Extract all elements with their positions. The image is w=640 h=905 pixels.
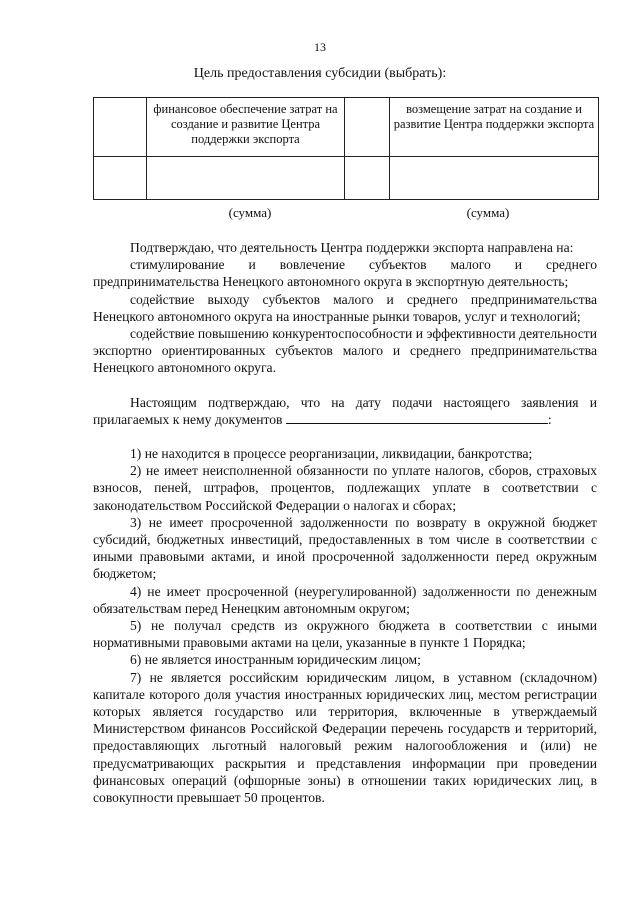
- sum-left-label: (сумма): [228, 205, 272, 220]
- condition-item: 2) не имеет неисполненной обязанности по уплате налогов, сборов, страховых взносов, пеней, штрафов, процентов, подлежащих уплате в соответствии с законодательством Российской Федерации о налогах и сборах;: [93, 463, 597, 513]
- checkbox-cell-right[interactable]: [345, 98, 390, 157]
- sum-left-field[interactable]: [147, 157, 345, 200]
- empty-cell: [94, 157, 147, 200]
- option-left-cell: [147, 98, 345, 157]
- document-body: [93, 239, 597, 806]
- sum-right-label: (сумма): [466, 205, 510, 220]
- confirm-date-paragraph: [93, 394, 597, 428]
- date-blank-field[interactable]: [286, 411, 548, 424]
- checkbox-cell-left[interactable]: [94, 98, 147, 157]
- empty-cell: [345, 157, 390, 200]
- option-right-text: возмещение затрат на создание и развитие Центра поддержки экспорта: [393, 102, 595, 131]
- option-left-text: финансовое обеспечение затрат на создание и развитие Центра поддержки экспорта: [153, 102, 338, 146]
- subsidy-purpose-heading: Цель предоставления субсидии (выбрать):: [193, 66, 447, 81]
- confirm-activity-intro: Подтверждаю, что деятельность Центра поддержки экспорта направлена на:: [130, 240, 574, 255]
- activity-item: содействие выходу субъектов малого и среднего предпринимательства Ненецкого автономного округа на иностранные рынки товаров, услуг и технологий;: [93, 291, 597, 324]
- option-right-cell: [390, 98, 599, 157]
- confirm-date-text: Настоящим подтверждаю, что на дату подачи настоящего заявления и прилагаемых к нему документов: [93, 394, 597, 427]
- condition-item: 6) не является иностранным юридическим лицом;: [130, 652, 421, 668]
- condition-item: 3) не имеет просроченной задолженности по возврату в окружной бюджет субсидий, бюджетных инвестиций, предоставленных в том числе в соответствии с иными правовыми актами, и иной просроченной задолженности перед окружным бюджетом;: [93, 514, 597, 582]
- activity-item: стимулирование и вовлечение субъектов малого и среднего предпринимательства Ненецкого автономного округа в экспортную деятельность;: [93, 257, 597, 290]
- condition-item: 1) не находится в процессе реорганизации, ликвидации, банкротства;: [130, 446, 533, 462]
- condition-item: 5) не получал средств из окружного бюджета в соответствии с иными нормативными правовыми актами на цели, указанные в пункте 1 Порядка;: [93, 618, 597, 651]
- subsidy-purpose-table: [93, 97, 599, 200]
- page-number: 13: [314, 40, 326, 54]
- confirm-date-end: :: [547, 411, 552, 427]
- activity-item: содействие повышению конкурентоспособности и эффективности деятельности экспортно ориентированных субъектов малого и среднего предпринимательства Ненецкого автономного округа.: [93, 326, 597, 376]
- condition-item: 7) не является российским юридическим лицом, в уставном (складочном) капитале которого доля участия иностранных юридических лиц, местом регистрации которых является государство или территория, включенные в утверждаемый Министерством финансов Российской Федерации перечень государств и территорий, предоставляющих льготный налоговый режим налогообложения и (или) не предусматривающих раскрытия и представления информации при проведении финансовых операций (офшорные зоны) в отношении таких юридических лиц, в совокупности превышает 50 процентов.: [93, 669, 597, 806]
- condition-item: 4) не имеет просроченной (неурегулированной) задолженности по денежным обязательствам перед Ненецким автономным округом;: [93, 583, 597, 616]
- sum-right-field[interactable]: [390, 157, 599, 200]
